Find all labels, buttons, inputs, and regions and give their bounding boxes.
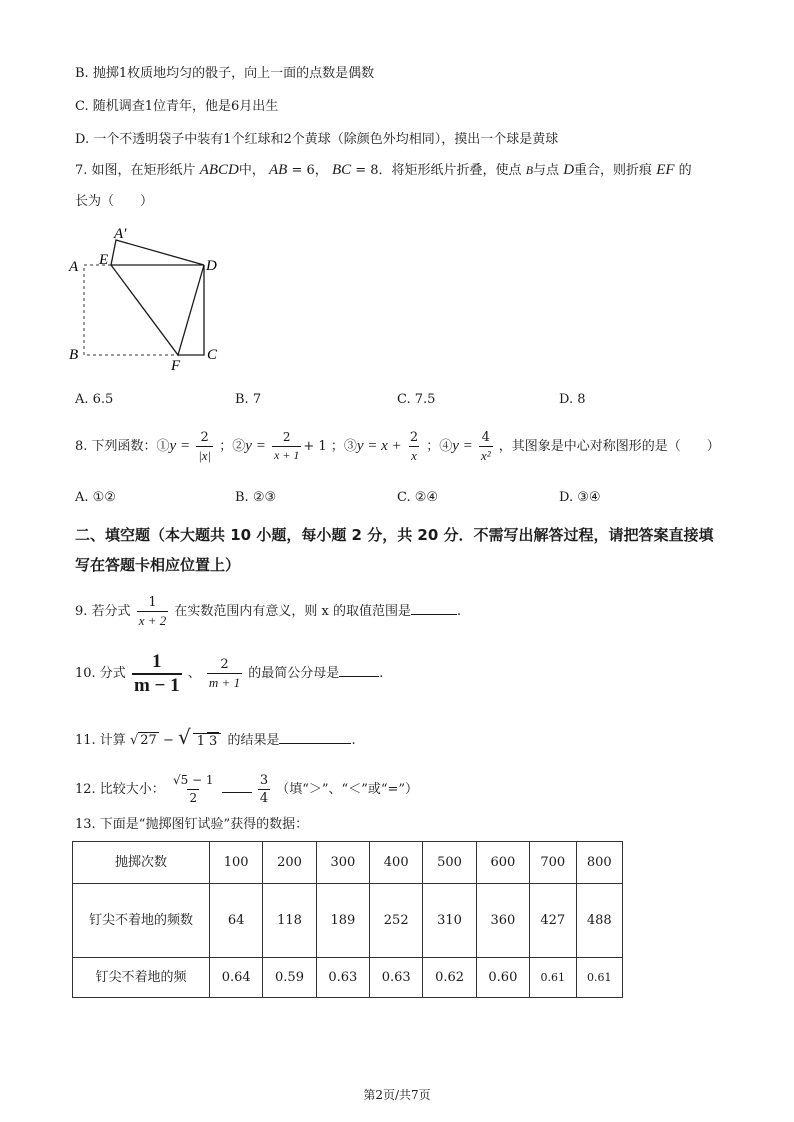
table-row [73,842,623,884]
q7-stem-line1: 7. 如图，在矩形纸片 ABCD中， AB = 6， BC = 8．将矩形纸片折叠，使点 B与点 D重合，则折痕 EF 的 [75,162,692,178]
q12-stem: 12. 比较大小： $\frac{√5 - 1}{2}$ $\frac{3}{4}$ （填“＞”、“＜”或“=”） [75,773,419,806]
row-header: 钉尖不着地的频数 [73,884,210,958]
table-cell: 0.59 [263,958,316,998]
answer-blank[interactable] [222,778,252,793]
experiment-data-table [72,841,623,998]
table-cell: 64 [210,884,263,958]
table-cell: 600 [476,842,529,884]
q9-stem: 9. 若分式 $\frac{1}{x + 2}$ 在实数范围内有意义，则 x 的取值范围是 . [75,595,462,628]
fraction: $\frac{√5 - 1}{2}$ [172,773,214,805]
table-row [73,884,623,958]
table-cell: 700 [530,842,576,884]
label-a-prime: A′ [114,226,127,242]
table-cell: 400 [370,842,423,884]
q7-option-c: C. 7.5 [397,392,436,407]
q10-stem: 10. 分式 $\frac{1}{m - 1}$ 、 $\frac{2}{m + 1}$ 的最简公分母是 . [75,650,384,696]
table-cell: 0.63 [370,958,423,998]
folded-rectangle-figure [66,222,236,374]
fraction: $\frac{1}{x + 2}$ [138,595,167,628]
table-cell: 100 [210,842,263,884]
fraction: 1 3 [193,733,222,749]
q6-option-d: D. 一个不透明袋子中装有1个红球和2个黄球（除颜色外均相同），摸出一个球是黄球 [75,132,559,147]
fraction: $\frac{2}{x + 1}$ [273,430,300,462]
table-cell: 252 [370,884,423,958]
q8-stem: 8. 下列函数：①y = $\frac{2}{|x|}$ ；②y = $\frac{2}{x + 1}$ + 1 ；③y = x + $\frac{2}{x}$ ；④y = $\frac{4}{\text{x²}}$ ，其图象是中心对称图形的是（ ） [75,430,720,463]
section-heading: 二、填空题（本大题共 10 小题，每小题 2 分，共 20 分．不需写出解答过程，请把答案直接填写在答题卡相应位置上） [75,526,714,574]
q11-stem: 11. 计算 √ 27 − √ 1 3 的结果是 . [75,725,356,749]
table-cell: 310 [423,884,476,958]
row-header: 钉尖不着地的频 [73,958,210,998]
table-cell: 300 [316,842,369,884]
fold-triangle [111,265,204,355]
table-cell: 0.62 [423,958,476,998]
label-c: C [207,347,218,363]
q8-option-b: B. ②③ [235,490,277,505]
table-cell: 189 [316,884,369,958]
table-cell: 200 [263,842,316,884]
fraction: $\frac{3}{4}$ [259,773,269,806]
table-cell: 0.61 [530,958,576,998]
q7-option-d: D. 8 [559,392,586,407]
table-cell: 427 [530,884,576,958]
row-header: 抛掷次数 [73,842,210,884]
table-cell: 800 [576,842,622,884]
answer-blank[interactable] [279,729,351,744]
q8-option-d: D. ③④ [559,490,601,505]
label-a: A [69,259,79,275]
table-cell: 360 [476,884,529,958]
fraction: $\frac{4}{\text{x²}}$ [480,430,491,463]
page-footer: 第2页/共7页 [363,1088,431,1102]
q6-option-c: C. 随机调查1位青年，他是6月出生 [75,99,279,114]
table-cell: 500 [423,842,476,884]
q6-option-b: B. 抛掷1枚质地均匀的骰子，向上一面的点数是偶数 [75,66,375,81]
q7-stem-line2: 长为（ ） [75,194,154,209]
fraction: $\frac{2}{x}$ [409,430,419,463]
q8-option-a: A. ①② [75,490,116,505]
answer-blank[interactable] [411,600,457,615]
fraction: $\frac{2}{|x|}$ [198,430,212,463]
answer-blank[interactable] [339,662,379,677]
table-row [73,958,623,998]
q7-option-b: B. 7 [235,392,262,407]
table-cell: 488 [576,884,622,958]
q13-intro: 13. 下面是“抛掷图钉试验”获得的数据： [75,817,309,832]
label-f: F [171,358,181,374]
flap-a-prime [111,240,204,265]
q8-option-c: C. ②④ [397,490,439,505]
label-e: E [99,252,109,268]
table-cell: 0.60 [476,958,529,998]
fraction: $\frac{2}{m + 1}$ [208,657,241,690]
fraction: $\frac{1}{m - 1}$ [133,650,180,696]
table-cell: 118 [263,884,316,958]
sqrt-sign: √ [177,725,191,749]
q7-option-a: A. 6.5 [75,392,114,407]
label-b: B [69,347,79,363]
table-cell: 0.64 [210,958,263,998]
table-cell: 0.61 [576,958,622,998]
table-cell: 0.63 [316,958,369,998]
label-d: D [206,258,217,274]
sqrt-sign: √ [129,733,139,748]
